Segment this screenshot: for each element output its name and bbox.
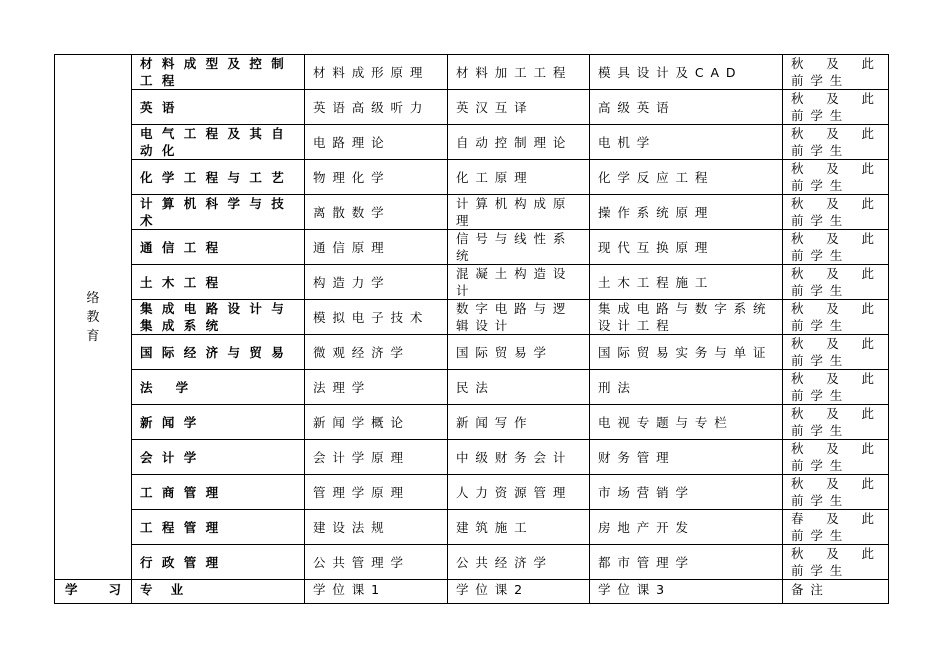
degree-course-1-cell: 通信原理 bbox=[305, 230, 448, 265]
degree-course-3-cell: 高级英语 bbox=[590, 90, 783, 125]
degree-course-3-cell: 市场营销学 bbox=[590, 475, 783, 510]
note-line-1 bbox=[791, 300, 880, 317]
header-note-cell: 备注 bbox=[783, 580, 889, 604]
note-cell bbox=[783, 55, 889, 90]
note-char: 秋 bbox=[791, 91, 804, 106]
note-line-2: 前学生 bbox=[791, 143, 850, 158]
note-char: 秋 bbox=[791, 546, 804, 561]
degree-course-1-cell: 建设法规 bbox=[305, 510, 448, 545]
note-char: 秋 bbox=[791, 161, 804, 176]
note-char: 此 bbox=[861, 161, 874, 176]
degree-course-2-cell: 建筑施工 bbox=[448, 510, 590, 545]
note-cell bbox=[783, 370, 889, 405]
degree-course-3-cell: 国际贸易实务与单证 bbox=[590, 335, 783, 370]
note-char: 秋 bbox=[791, 126, 804, 141]
major-cell: 新闻学 bbox=[132, 405, 305, 440]
table-row bbox=[55, 335, 889, 370]
note-char: 此 bbox=[861, 511, 874, 526]
degree-course-2-cell: 自动控制理论 bbox=[448, 125, 590, 160]
note-char: 此 bbox=[861, 196, 874, 211]
degree-course-3-cell: 电视专题与专栏 bbox=[590, 405, 783, 440]
note-cell bbox=[783, 300, 889, 335]
degree-course-3-cell: 操作系统原理 bbox=[590, 195, 783, 230]
note-char: 及 bbox=[826, 441, 839, 456]
degree-course-3-cell: 化学反应工程 bbox=[590, 160, 783, 195]
note-line-1 bbox=[791, 335, 880, 352]
table-row bbox=[55, 370, 889, 405]
note-char: 秋 bbox=[791, 371, 804, 386]
note-char: 及 bbox=[826, 266, 839, 281]
group-label-cell bbox=[55, 55, 132, 580]
degree-course-1-cell: 物理化学 bbox=[305, 160, 448, 195]
degree-course-2-cell: 公共经济学 bbox=[448, 545, 590, 580]
note-char: 及 bbox=[826, 406, 839, 421]
group-label: 络教育 bbox=[86, 290, 100, 344]
note-cell bbox=[783, 335, 889, 370]
degree-course-3-cell: 现代互换原理 bbox=[590, 230, 783, 265]
note-line-1 bbox=[791, 160, 880, 177]
major-cell: 电气工程及其自动化 bbox=[132, 125, 305, 160]
note-cell bbox=[783, 475, 889, 510]
note-cell bbox=[783, 510, 889, 545]
major-cell: 英语 bbox=[132, 90, 305, 125]
table-row bbox=[55, 125, 889, 160]
note-char: 秋 bbox=[791, 441, 804, 456]
note-line-2: 前学生 bbox=[791, 108, 850, 123]
note-line-1 bbox=[791, 55, 880, 72]
major-cell: 通信工程 bbox=[132, 230, 305, 265]
note-char: 秋 bbox=[791, 476, 804, 491]
note-cell bbox=[783, 230, 889, 265]
note-cell bbox=[783, 125, 889, 160]
major-cell: 计算机科学与技术 bbox=[132, 195, 305, 230]
header-course2-cell: 学位课2 bbox=[448, 580, 590, 604]
note-char: 此 bbox=[861, 371, 874, 386]
note-line-1 bbox=[791, 440, 880, 457]
header-course3-cell: 学位课3 bbox=[590, 580, 783, 604]
note-char: 及 bbox=[826, 546, 839, 561]
note-line-2: 前学生 bbox=[791, 423, 850, 438]
table-row bbox=[55, 55, 889, 90]
note-line-2: 前学生 bbox=[791, 388, 850, 403]
major-cell: 集成电路设计与集成系统 bbox=[132, 300, 305, 335]
note-cell bbox=[783, 195, 889, 230]
degree-course-3-cell: 土木工程施工 bbox=[590, 265, 783, 300]
note-char: 及 bbox=[826, 126, 839, 141]
degree-course-1-cell: 离散数学 bbox=[305, 195, 448, 230]
header-course1-cell: 学位课1 bbox=[305, 580, 448, 604]
note-line-2: 前学生 bbox=[791, 318, 850, 333]
header-study-char-2: 习 bbox=[108, 582, 121, 597]
note-char: 此 bbox=[861, 301, 874, 316]
degree-course-2-cell: 混凝土构造设计 bbox=[448, 265, 590, 300]
degree-course-3-cell: 刑法 bbox=[590, 370, 783, 405]
note-char: 及 bbox=[826, 476, 839, 491]
major-cell: 国际经济与贸易 bbox=[132, 335, 305, 370]
note-char: 此 bbox=[861, 231, 874, 246]
table-header-row bbox=[55, 580, 889, 604]
note-line-1 bbox=[791, 370, 880, 387]
note-line-2: 前学生 bbox=[791, 528, 850, 543]
note-char: 及 bbox=[826, 196, 839, 211]
note-char: 此 bbox=[861, 546, 874, 561]
degree-course-1-cell: 会计学原理 bbox=[305, 440, 448, 475]
degree-course-3-cell: 财务管理 bbox=[590, 440, 783, 475]
major-cell: 法 学 bbox=[132, 370, 305, 405]
note-char: 此 bbox=[861, 336, 874, 351]
degree-course-2-cell: 信号与线性系统 bbox=[448, 230, 590, 265]
table-row bbox=[55, 475, 889, 510]
degree-course-2-cell: 人力资源管理 bbox=[448, 475, 590, 510]
degree-course-1-cell: 材料成形原理 bbox=[305, 55, 448, 90]
note-line-1 bbox=[791, 510, 880, 527]
note-line-2: 前学生 bbox=[791, 248, 850, 263]
degree-course-2-cell: 材料加工工程 bbox=[448, 55, 590, 90]
degree-course-table bbox=[54, 54, 889, 604]
note-char: 及 bbox=[826, 511, 839, 526]
major-cell: 行政管理 bbox=[132, 545, 305, 580]
table-body bbox=[55, 55, 889, 580]
degree-course-1-cell: 电路理论 bbox=[305, 125, 448, 160]
note-char: 秋 bbox=[791, 196, 804, 211]
note-line-2: 前学生 bbox=[791, 353, 850, 368]
note-cell bbox=[783, 160, 889, 195]
degree-course-3-cell: 都市管理学 bbox=[590, 545, 783, 580]
note-char: 秋 bbox=[791, 406, 804, 421]
major-cell: 工程管理 bbox=[132, 510, 305, 545]
table-row bbox=[55, 510, 889, 545]
note-line-1 bbox=[791, 265, 880, 282]
major-cell: 工商管理 bbox=[132, 475, 305, 510]
degree-course-1-cell: 新闻学概论 bbox=[305, 405, 448, 440]
note-line-1 bbox=[791, 405, 880, 422]
major-cell: 化学工程与工艺 bbox=[132, 160, 305, 195]
note-line-1 bbox=[791, 230, 880, 247]
note-char: 此 bbox=[861, 266, 874, 281]
note-cell bbox=[783, 90, 889, 125]
note-line-1 bbox=[791, 195, 880, 212]
note-line-1 bbox=[791, 90, 880, 107]
note-line-2: 前学生 bbox=[791, 563, 850, 578]
note-line-2: 前学生 bbox=[791, 493, 850, 508]
note-char: 及 bbox=[826, 231, 839, 246]
note-char: 秋 bbox=[791, 336, 804, 351]
note-line-1 bbox=[791, 545, 880, 562]
note-line-2: 前学生 bbox=[791, 73, 850, 88]
header-major-cell: 专 业 bbox=[132, 580, 305, 604]
note-char: 此 bbox=[861, 56, 874, 71]
table-row bbox=[55, 195, 889, 230]
note-cell bbox=[783, 545, 889, 580]
major-cell: 土木工程 bbox=[132, 265, 305, 300]
note-char: 秋 bbox=[791, 301, 804, 316]
table-row bbox=[55, 265, 889, 300]
degree-course-2-cell: 化工原理 bbox=[448, 160, 590, 195]
note-line-2: 前学生 bbox=[791, 458, 850, 473]
note-line-1 bbox=[791, 475, 880, 492]
note-line-2: 前学生 bbox=[791, 178, 850, 193]
table-row bbox=[55, 545, 889, 580]
note-char: 及 bbox=[826, 91, 839, 106]
note-char: 及 bbox=[826, 56, 839, 71]
degree-course-2-cell: 英汉互译 bbox=[448, 90, 590, 125]
note-char: 秋 bbox=[791, 266, 804, 281]
degree-course-3-cell: 模具设计及CAD bbox=[590, 55, 783, 90]
note-char: 及 bbox=[826, 301, 839, 316]
note-char: 秋 bbox=[791, 231, 804, 246]
note-char: 此 bbox=[861, 406, 874, 421]
degree-course-1-cell: 英语高级听力 bbox=[305, 90, 448, 125]
degree-course-3-cell: 电机学 bbox=[590, 125, 783, 160]
note-char: 及 bbox=[826, 336, 839, 351]
degree-course-2-cell: 中级财务会计 bbox=[448, 440, 590, 475]
note-char: 此 bbox=[861, 476, 874, 491]
degree-course-1-cell: 法理学 bbox=[305, 370, 448, 405]
degree-course-3-cell: 集成电路与数字系统设计工程 bbox=[590, 300, 783, 335]
note-char: 此 bbox=[861, 441, 874, 456]
degree-course-1-cell: 构造力学 bbox=[305, 265, 448, 300]
note-line-2: 前学生 bbox=[791, 213, 850, 228]
note-line-2: 前学生 bbox=[791, 283, 850, 298]
note-char: 秋 bbox=[791, 56, 804, 71]
note-cell bbox=[783, 405, 889, 440]
table-row bbox=[55, 230, 889, 265]
note-char: 及 bbox=[826, 161, 839, 176]
major-cell: 材料成型及控制工程 bbox=[132, 55, 305, 90]
note-char: 此 bbox=[861, 126, 874, 141]
note-char: 此 bbox=[861, 91, 874, 106]
header-study-char-1: 学 bbox=[65, 582, 78, 597]
note-cell bbox=[783, 265, 889, 300]
table-row bbox=[55, 405, 889, 440]
degree-course-2-cell: 计算机构成原理 bbox=[448, 195, 590, 230]
degree-course-3-cell: 房地产开发 bbox=[590, 510, 783, 545]
table-row bbox=[55, 160, 889, 195]
table-row bbox=[55, 440, 889, 475]
degree-course-2-cell: 国际贸易学 bbox=[448, 335, 590, 370]
note-char: 及 bbox=[826, 371, 839, 386]
major-cell: 会计学 bbox=[132, 440, 305, 475]
degree-course-1-cell: 公共管理学 bbox=[305, 545, 448, 580]
degree-course-2-cell: 民法 bbox=[448, 370, 590, 405]
table-row bbox=[55, 90, 889, 125]
header-study-cell bbox=[55, 580, 132, 604]
degree-course-2-cell: 新闻写作 bbox=[448, 405, 590, 440]
degree-course-2-cell: 数字电路与逻辑设计 bbox=[448, 300, 590, 335]
degree-course-1-cell: 管理学原理 bbox=[305, 475, 448, 510]
note-line-1 bbox=[791, 125, 880, 142]
degree-course-1-cell: 模拟电子技术 bbox=[305, 300, 448, 335]
degree-course-1-cell: 微观经济学 bbox=[305, 335, 448, 370]
table-row bbox=[55, 300, 889, 335]
note-char: 春 bbox=[791, 511, 804, 526]
note-cell bbox=[783, 440, 889, 475]
